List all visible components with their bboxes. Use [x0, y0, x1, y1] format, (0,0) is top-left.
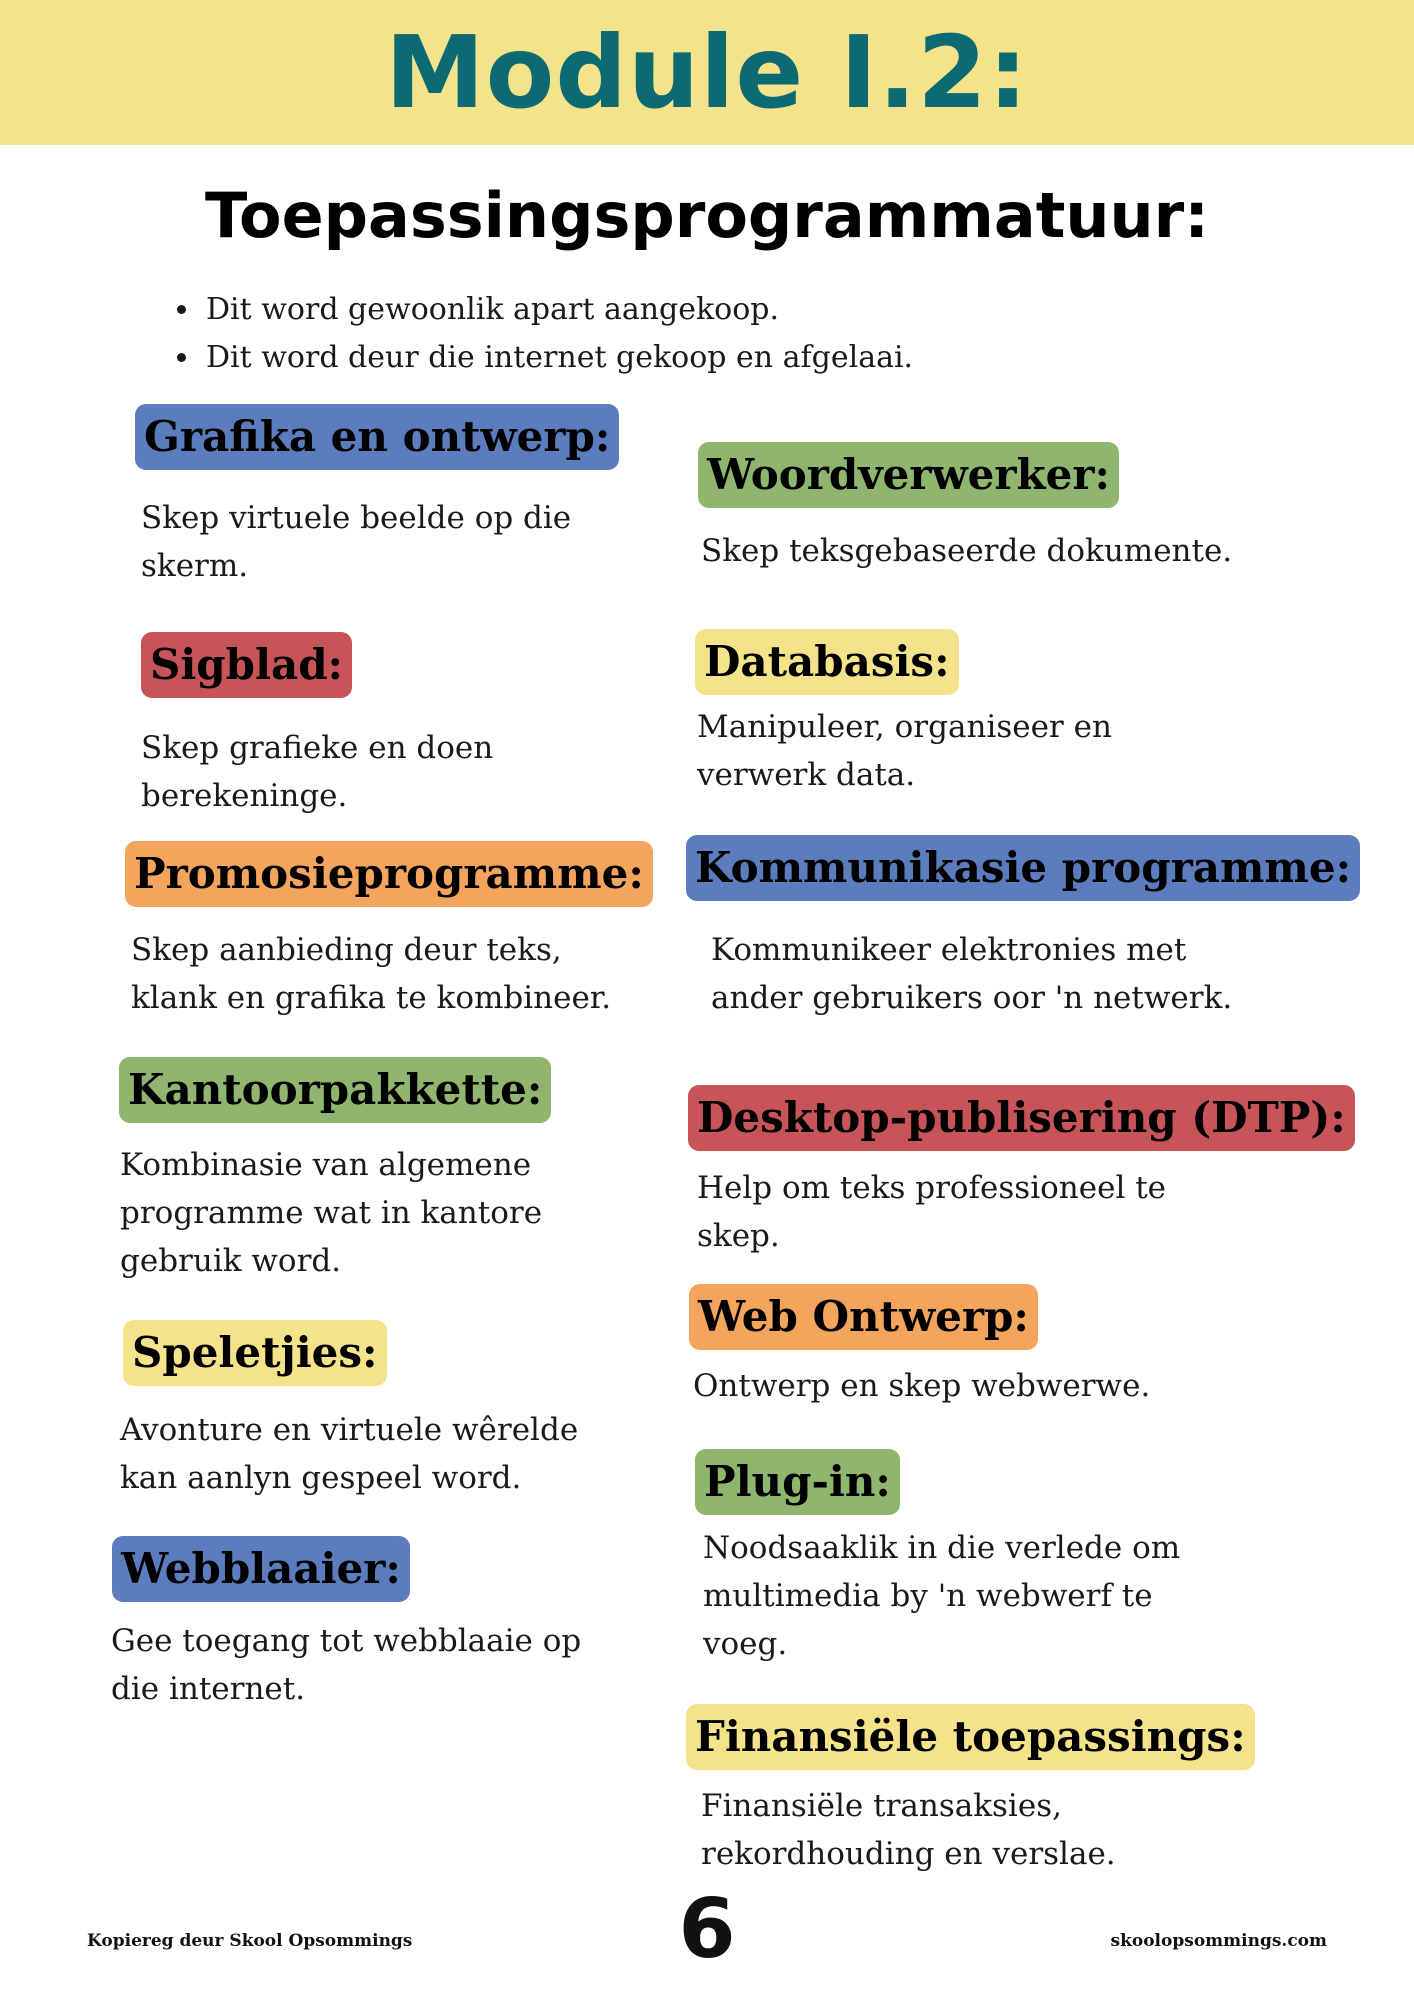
desc-line: programme wat in kantore	[120, 1195, 543, 1231]
desc-line: Skep teksgebaseerde dokumente.	[701, 533, 1233, 569]
desc-finansiele-toepassings	[701, 1782, 1116, 1878]
desc-line: rekordhouding en verslae.	[701, 1836, 1116, 1872]
heading-webblaaier: Webblaaier:	[112, 1536, 410, 1602]
desc-line: Noodsaaklik in die verlede om	[703, 1530, 1181, 1566]
desc-line: Gee toegang tot webblaaie op	[111, 1623, 582, 1659]
desc-plug-in	[703, 1524, 1180, 1668]
desc-line: kan aanlyn gespeel word.	[120, 1460, 522, 1496]
desc-line: Kommunikeer elektronies met	[711, 932, 1187, 968]
heading-kantoorpakkette: Kantoorpakkette:	[119, 1057, 551, 1123]
module-title: Module I.2:	[385, 14, 1029, 131]
desc-kommunikasie-programme	[711, 926, 1232, 1022]
desc-sigblad	[141, 724, 493, 820]
desc-line: Help om teks professioneel te	[697, 1170, 1167, 1206]
desc-line: Skep grafieke en doen	[141, 730, 494, 766]
desc-kantoorpakkette	[120, 1141, 542, 1285]
desc-line: berekeninge.	[141, 778, 348, 814]
desc-line: ander gebruikers oor 'n netwerk.	[711, 980, 1233, 1016]
heading-promosieprogramme: Promosieprogramme:	[125, 841, 653, 907]
heading-web-ontwerp: Web Ontwerp:	[689, 1284, 1038, 1350]
heading-finansiele-toepassings: Finansiële toepassings:	[686, 1704, 1255, 1770]
desc-line: die internet.	[111, 1671, 306, 1707]
heading-grafika-en-ontwerp: Grafika en ontwerp:	[135, 404, 619, 470]
desc-woordverwerker	[701, 527, 1232, 575]
desc-line: Ontwerp en skep webwerwe.	[693, 1368, 1151, 1404]
desc-line: Skep virtuele beelde op die	[141, 500, 572, 536]
desc-line: verwerk data.	[697, 757, 916, 793]
desc-line: skep.	[697, 1218, 780, 1254]
desc-webblaaier	[111, 1617, 581, 1713]
website-link[interactable]: skoolopsommings.com	[1110, 1931, 1327, 1951]
desc-line: Avonture en virtuele wêrelde	[120, 1412, 579, 1448]
copyright-text: Kopiereg deur Skool Opsommings	[87, 1931, 413, 1951]
desc-desktop-publisering	[697, 1164, 1166, 1260]
heading-kommunikasie-programme: Kommunikasie programme:	[686, 835, 1360, 901]
desc-line: Finansiële transaksies,	[701, 1788, 1062, 1824]
bullet-item: • Dit word gewoonlik apart aangekoop.	[202, 286, 913, 334]
desc-promosieprogramme	[131, 926, 611, 1022]
desc-line: skerm.	[141, 548, 249, 584]
heading-speletjies: Speletjies:	[123, 1320, 387, 1386]
page-subtitle: Toepassingsprogrammatuur:	[204, 179, 1210, 252]
page-number: 6	[678, 1882, 736, 1977]
desc-line: Manipuleer, organiseer en	[697, 709, 1112, 745]
heading-desktop-publisering: Desktop-publisering (DTP):	[688, 1085, 1355, 1151]
desc-grafika-en-ontwerp	[141, 494, 571, 590]
desc-web-ontwerp	[693, 1362, 1150, 1410]
heading-databasis: Databasis:	[695, 629, 959, 695]
desc-speletjies	[120, 1406, 578, 1502]
desc-line: klank en grafika te kombineer.	[131, 980, 612, 1016]
desc-line: voeg.	[703, 1626, 788, 1662]
heading-woordverwerker: Woordverwerker:	[698, 442, 1119, 508]
bullet-item: • Dit word deur die internet gekoop en afgelaai.	[202, 334, 913, 382]
desc-line: Skep aanbieding deur teks,	[131, 932, 562, 968]
desc-line: gebruik word.	[120, 1243, 342, 1279]
heading-sigblad: Sigblad:	[141, 632, 352, 698]
heading-plug-in: Plug-in:	[695, 1449, 900, 1515]
desc-databasis	[697, 703, 1112, 799]
intro-bullet-list	[160, 286, 913, 382]
desc-line: multimedia by 'n webwerf te	[703, 1578, 1153, 1614]
desc-line: Kombinasie van algemene	[120, 1147, 532, 1183]
